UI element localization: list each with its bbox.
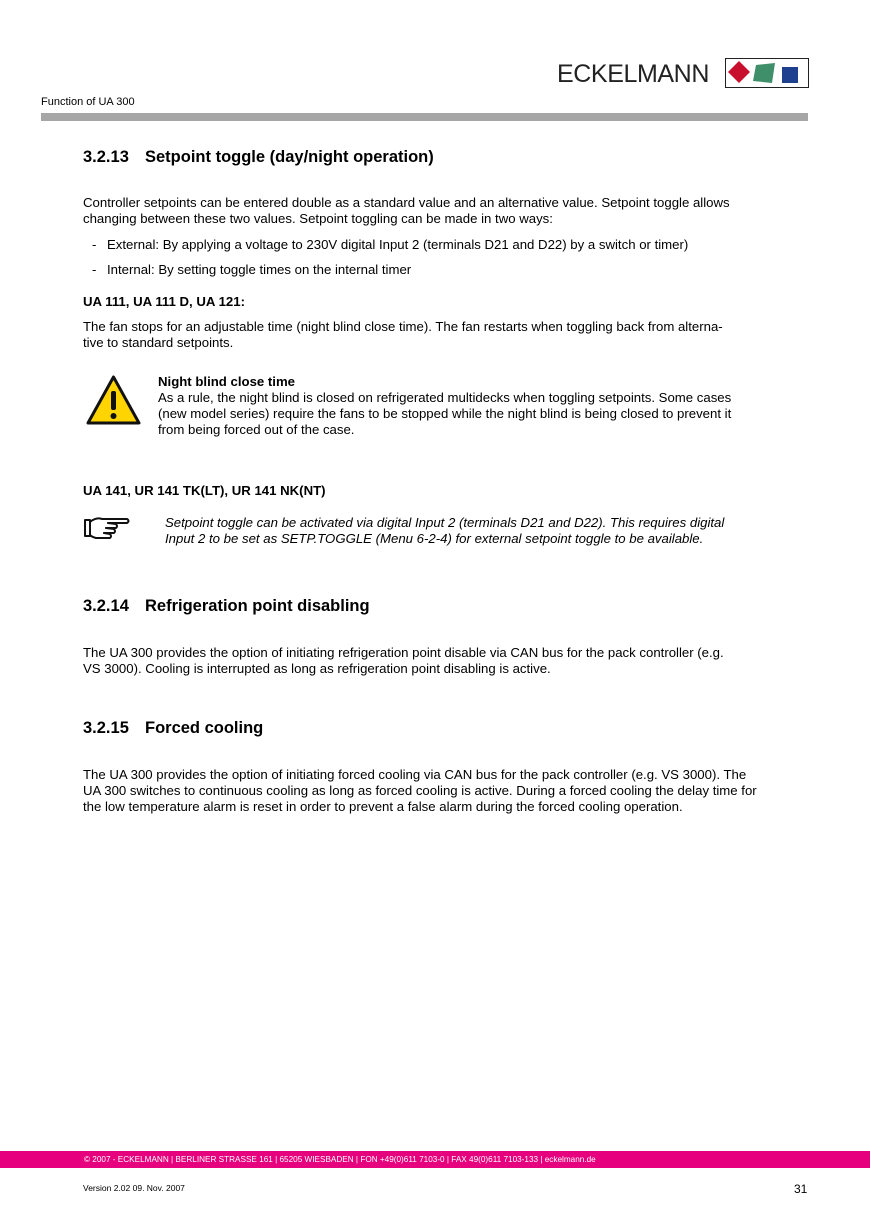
version-info: Version 2.02 09. Nov. 2007 (83, 1183, 185, 1193)
list-item-text: External: By applying a voltage to 230V digital Input 2 (terminals D21 and D22) by a switch or timer) (107, 237, 689, 252)
paragraph-line: The UA 300 provides the option of initiating forced cooling via CAN bus for the pack controller (e.g. VS 3000). The (83, 767, 747, 782)
brand-logo-text: ECKELMANN (557, 60, 709, 88)
page-number: 31 (794, 1182, 808, 1196)
heading-title: Forced cooling (145, 719, 264, 737)
footer-contact: © 2007 - ECKELMANN | BERLINER STRASSE 161 | 65205 WIESBADEN | FON +49(0)611 7103-0 | FAX 49(0)611 7103-133 | eckelmann.de (84, 1155, 596, 1164)
paragraph-line: The UA 300 provides the option of initiating refrigeration point disable via CAN bus for the pack controller (e.g. (83, 645, 724, 660)
note-line: from being forced out of the case. (158, 422, 355, 437)
warning-triangle-icon (86, 375, 141, 425)
subheading-ua111: UA 111, UA 111 D, UA 121: (83, 294, 245, 309)
heading-number: 3.2.13 (83, 148, 129, 166)
note-title: Night blind close time (158, 374, 296, 389)
note-body (158, 390, 808, 438)
paragraph-fan-stop (83, 319, 843, 351)
subheading-ua141: UA 141, UR 141 TK(LT), UR 141 NK(NT) (83, 483, 326, 498)
list-item: - External: By applying a voltage to 230V digital Input 2 (terminals D21 and D22) by a switch or timer) (92, 237, 689, 252)
list-item-text: Internal: By setting toggle times on the internal timer (107, 262, 412, 277)
header-rule (41, 113, 808, 121)
paragraph-setpoint-intro (83, 195, 843, 227)
paragraph-line: The fan stops for an adjustable time (night blind close time). The fan restarts when toggling back from alterna- (83, 319, 723, 334)
heading-3-2-14 (83, 597, 370, 616)
note-line: (new model series) require the fans to be stopped while the night blind is being closed to prevent it (158, 406, 732, 421)
heading-number: 3.2.15 (83, 719, 129, 737)
paragraph-line: UA 300 switches to continuous cooling as long as forced cooling is active. During a forced cooling the delay time for (83, 783, 757, 798)
heading-3-2-13 (83, 148, 434, 167)
paragraph-line: Controller setpoints can be entered double as a standard value and an alternative value. Setpoint toggle allows (83, 195, 730, 210)
pointing-hand-icon (82, 514, 132, 542)
heading-number: 3.2.14 (83, 597, 129, 615)
list-item: - Internal: By setting toggle times on the internal timer (92, 262, 412, 277)
paragraph-refrigeration-disable (83, 645, 843, 677)
section-label: Function of UA 300 (41, 96, 135, 108)
hint-line: Setpoint toggle can be activated via digital Input 2 (terminals D21 and D22). This requires digital (165, 515, 725, 530)
hint-text (165, 515, 815, 547)
paragraph-line: VS 3000). Cooling is interrupted as long as refrigeration point disabling is active. (83, 661, 551, 676)
paragraph-line: the low temperature alarm is reset in order to prevent a false alarm during the forced cooling operation. (83, 799, 683, 814)
paragraph-line: changing between these two values. Setpoint toggling can be made in two ways: (83, 211, 553, 226)
heading-title: Setpoint toggle (day/night operation) (145, 148, 434, 166)
heading-title: Refrigeration point disabling (145, 597, 370, 615)
eckelmann-logo-icon (725, 58, 809, 88)
hint-line: Input 2 to be set as SETP.TOGGLE (Menu 6-2-4) for external setpoint toggle to be available. (165, 531, 704, 546)
heading-3-2-15 (83, 719, 263, 738)
paragraph-forced-cooling (83, 767, 853, 815)
note-line: As a rule, the night blind is closed on refrigerated multidecks when toggling setpoints. Some cases (158, 390, 732, 405)
paragraph-line: tive to standard setpoints. (83, 335, 234, 350)
